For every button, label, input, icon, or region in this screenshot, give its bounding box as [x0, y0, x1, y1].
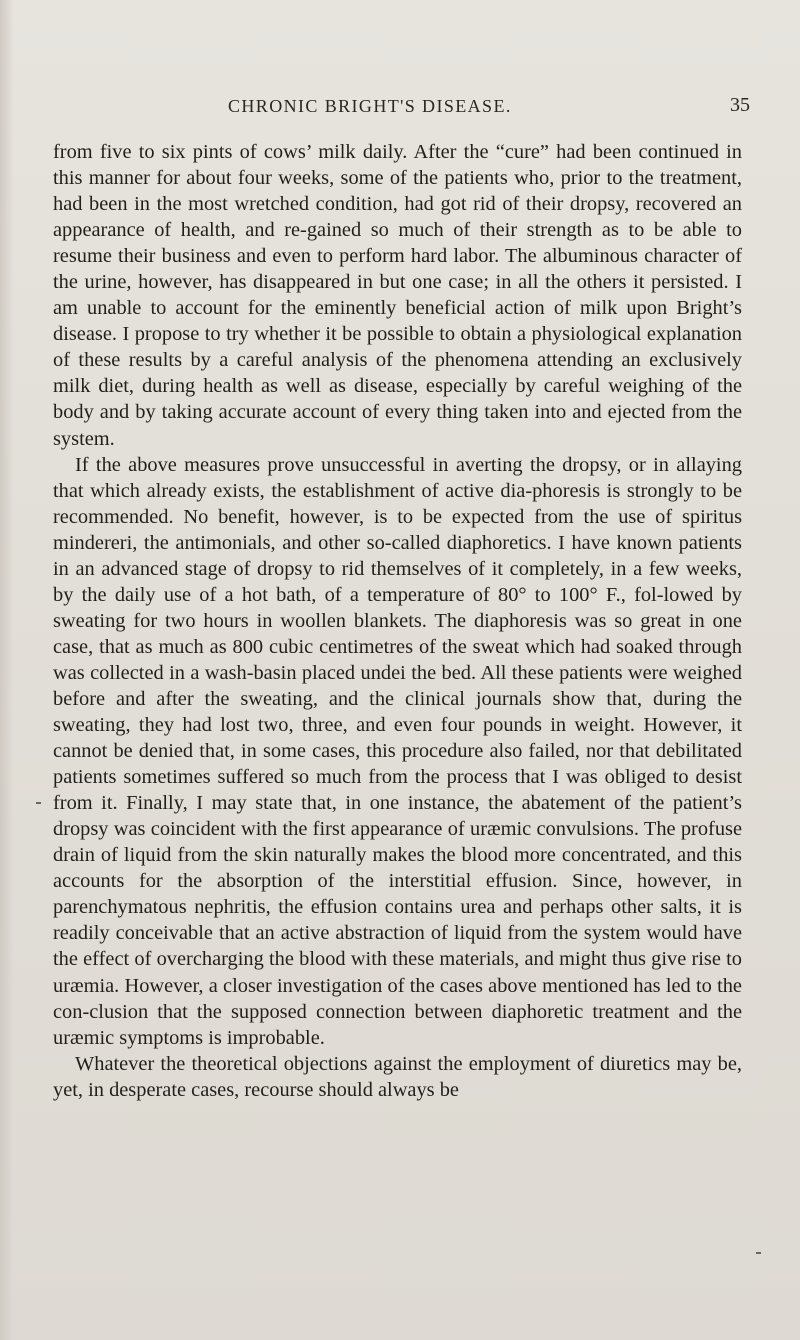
- page-gutter-shadow: [0, 0, 14, 1340]
- running-head-title: CHRONIC BRIGHT'S DISEASE.: [228, 96, 512, 116]
- paragraph: from five to six pints of cows’ milk daily. After the “cure” had been continued in this manner for about four weeks, some of the patients who, prior to the treatment, had been in the most wretched condition, had got rid of their dropsy, recovered an appearance of health, and re-gained so much of their strength as to be able to resume their business and even to perform hard labor. The albuminous character of the urine, however, has disappeared in but one case; in all the others it persisted. I am unable to account for the eminently beneficial action of milk upon Bright’s disease. I propose to try whether it be possible to obtain a physiological explanation of these results by a careful analysis of the phenomena attending an exclusively milk diet, during health as well as disease, especially by careful weighing of the body and by taking accurate account of every thing taken into and ejected from the system.: [53, 141, 742, 450]
- page-number: 35: [730, 94, 750, 116]
- margin-mark: [756, 1252, 761, 1254]
- running-head: [64, 96, 750, 120]
- paragraph: If the above measures prove unsuccessful in averting the dropsy, or in allaying that which already exists, the establishment of active dia-phoresis is strongly to be recommended. No benefit, however, is to be expected from the use of spiritus mindereri, the antimonials, and other so-called diaphoretics. I have known patients in an advanced stage of dropsy to rid themselves of it completely, in a few weeks, by the daily use of a hot bath, of a temperature of 80° to 100° F., fol-lowed by sweating for two hours in woollen blankets. The diaphoresis was so great in one case, that as much as 800 cubic centimetres of the sweat which had soaked through was collected in a wash-basin placed undei the bed. All these patients were weighed before and after the sweating, and the clinical journals show that, during the sweating, they had lost two, three, and even four pounds in weight. However, it cannot be denied that, in some cases, this procedure also failed, nor that debilitated patients sometimes suffered so much from the process that I was obliged to desist from it. Finally, I may state that, in one instance, the abatement of the patient’s dropsy was coincident with the first appearance of uræmic convulsions. The profuse drain of liquid from the skin naturally makes the blood more concentrated, and this accounts for the absorption of the interstitial effusion. Since, however, in parenchymatous nephritis, the effusion contains urea and perhaps other salts, it is readily conceivable that an active abstraction of liquid from the system would have the effect of overcharging the blood with these materials, and might thus give rise to uræmia. However, a closer investigation of the cases above mentioned has led to the con-clusion that the supposed connection between diaphoretic treatment and the uræmic symptoms is improbable.: [53, 453, 742, 1049]
- margin-mark: [36, 802, 41, 804]
- body-text: [53, 139, 742, 1103]
- paragraph: Whatever the theoretical objections against the employment of diuretics may be, yet, in desperate cases, recourse should always be: [53, 1052, 742, 1101]
